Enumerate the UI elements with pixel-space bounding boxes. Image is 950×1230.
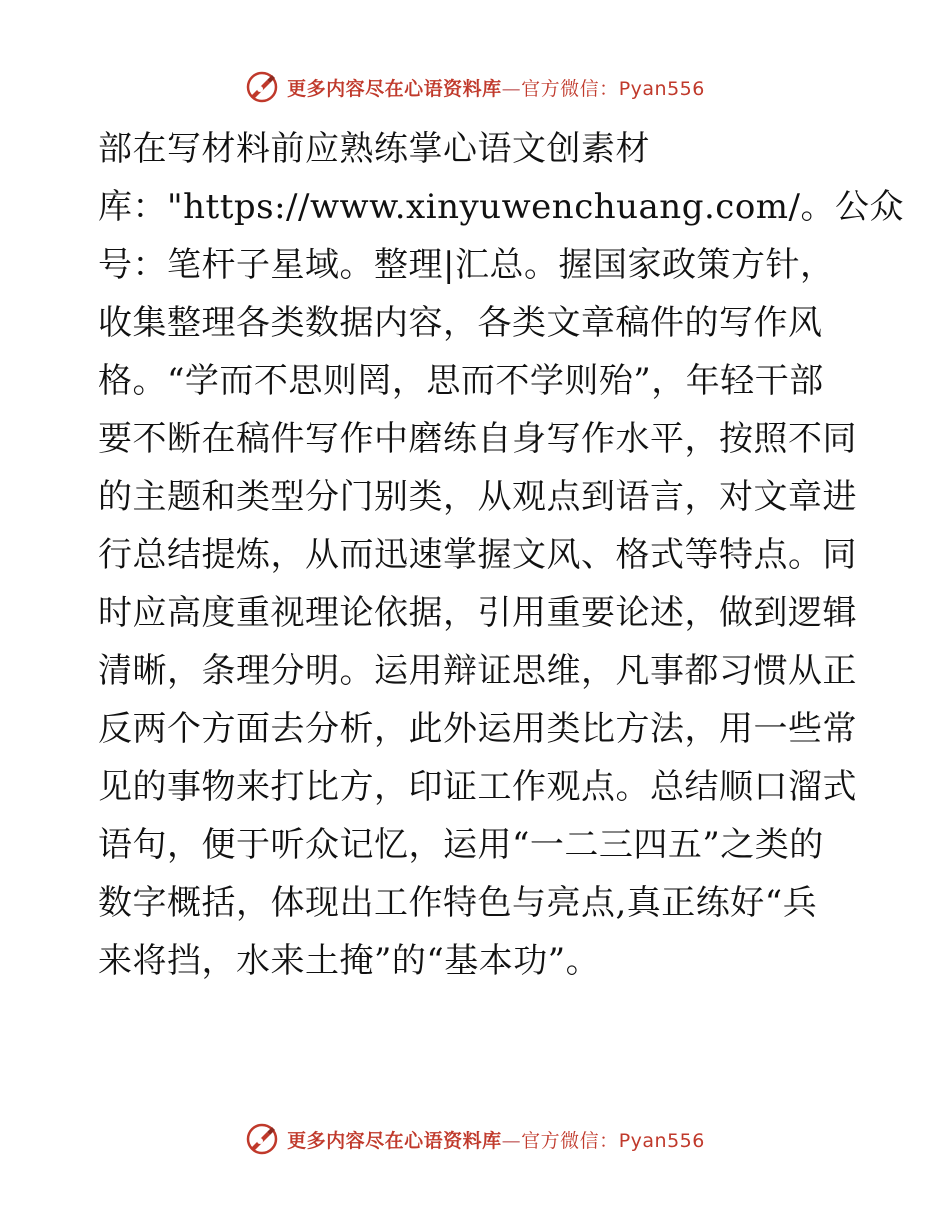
pen-logo-icon	[245, 70, 279, 104]
footer-watermark-banner	[0, 1122, 950, 1156]
body-line: 部在写材料前应熟练掌心语文创素材	[98, 129, 650, 169]
watermark-wechat-label: 官方微信：	[521, 1129, 619, 1152]
watermark-wechat-id: Pyan556	[618, 77, 705, 100]
body-line: 的主题和类型分门别类，从观点到语言，对文章进	[98, 477, 857, 517]
body-line: 要不断在稿件写作中磨练自身写作水平，按照不同	[98, 419, 857, 459]
body-line: 收集整理各类数据内容，各类文章稿件的写作风	[98, 303, 823, 343]
watermark-text	[287, 1126, 705, 1153]
header-watermark-banner	[0, 70, 950, 104]
body-line: 时应高度重视理论依据，引用重要论述，做到逻辑	[98, 593, 857, 633]
watermark-main-text: 更多内容尽在心语资料库	[287, 77, 502, 100]
watermark-separator: —	[501, 77, 522, 100]
body-line: 清晰，条理分明。运用辩证思维，凡事都习惯从正	[98, 651, 857, 691]
body-line: 格。“学而不思则罔，思而不学则殆”，年轻干部	[98, 361, 824, 401]
body-line: 来将挡，水来土掩”的“基本功”。	[98, 941, 601, 981]
watermark-main-text: 更多内容尽在心语资料库	[287, 1129, 502, 1152]
body-line: 库："https://www.xinyuwenchuang.com/。公众	[98, 187, 904, 227]
body-line: 语句，便于听众记忆，运用“一二三四五”之类的	[98, 825, 824, 865]
body-line: 数字概括，体现出工作特色与亮点,真正练好“兵	[98, 883, 818, 923]
watermark-separator: —	[501, 1129, 522, 1152]
pen-logo-icon	[245, 1122, 279, 1156]
watermark-text	[287, 74, 705, 101]
body-line: 见的事物来打比方，印证工作观点。总结顺口溜式	[98, 767, 857, 807]
body-line: 行总结提炼，从而迅速掌握文风、格式等特点。同	[98, 535, 857, 575]
watermark-wechat-id: Pyan556	[618, 1129, 705, 1152]
body-line: 号：笔杆子星域。整理|汇总。握国家政策方针，	[98, 245, 835, 285]
document-body	[98, 120, 904, 990]
watermark-wechat-label: 官方微信：	[521, 77, 619, 100]
body-line: 反两个方面去分析，此外运用类比方法，用一些常	[98, 709, 857, 749]
